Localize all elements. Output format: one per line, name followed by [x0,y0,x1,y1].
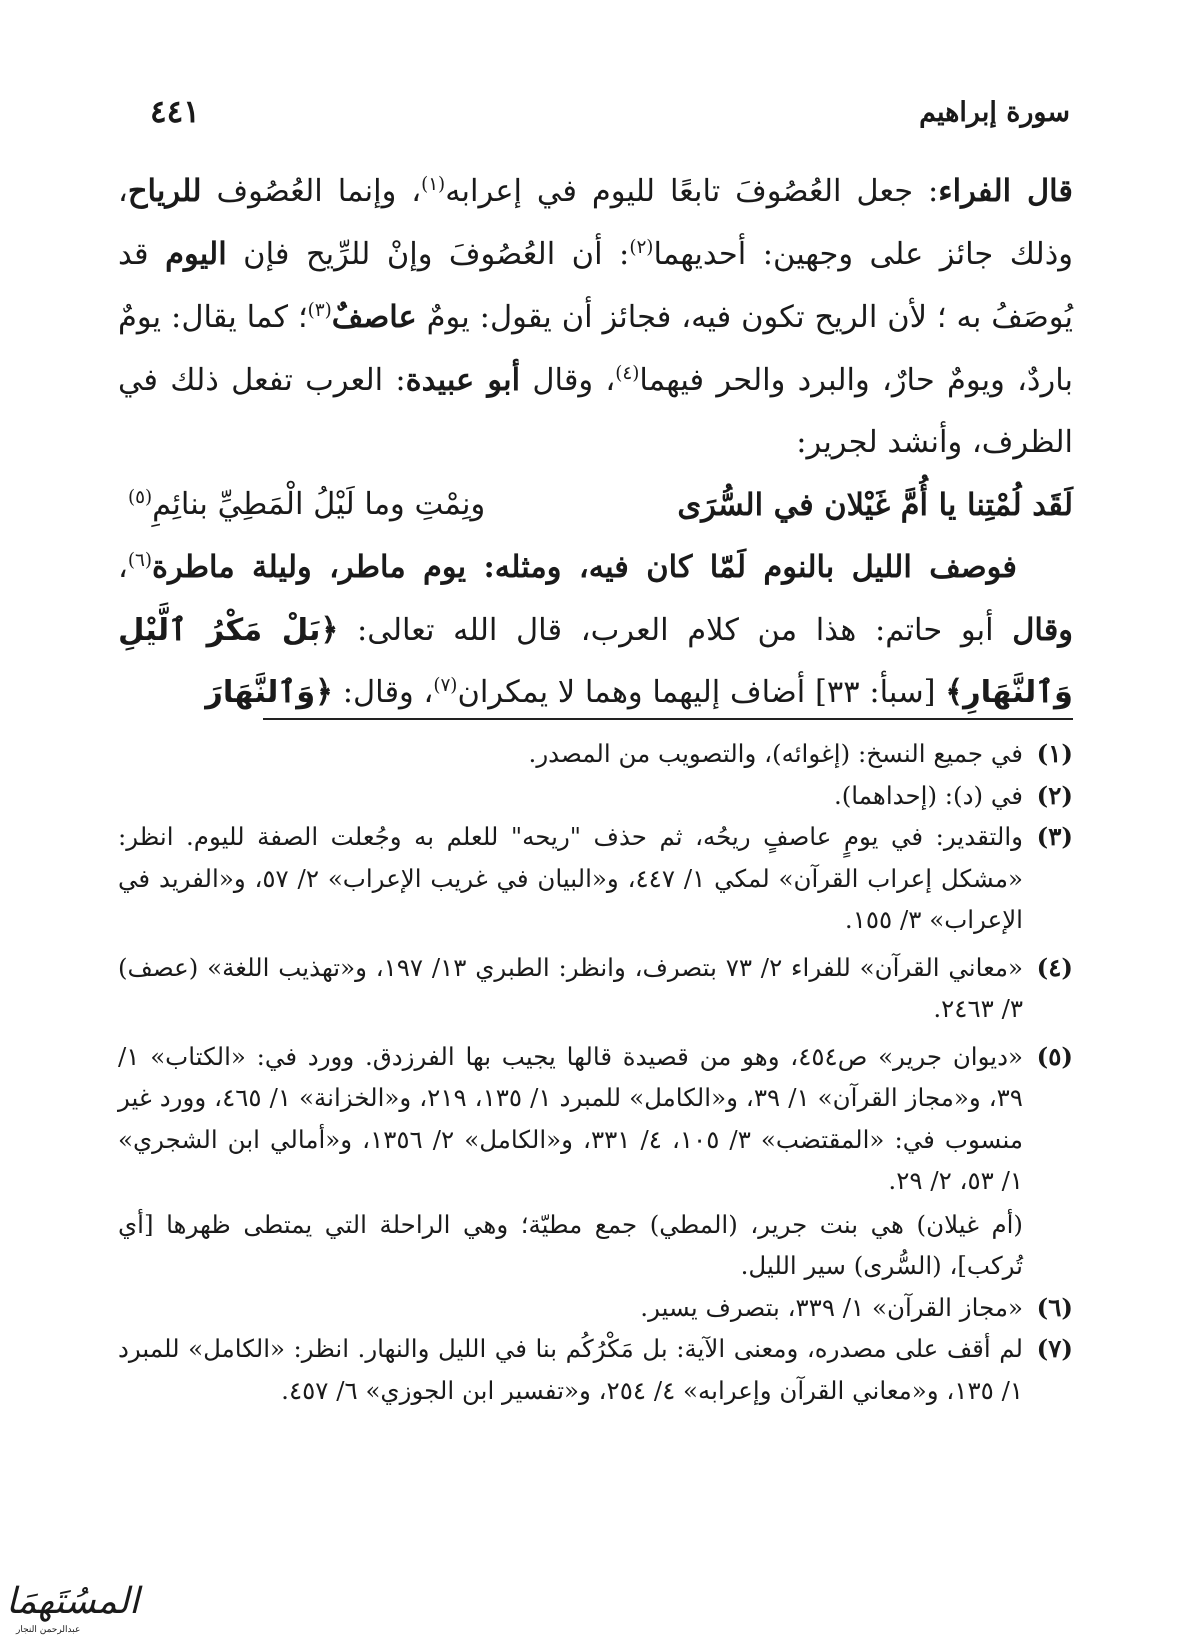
footnote-text: لم أقف على مصدره، ومعنى الآية: بل مَكْرُكُم بنا في الليل والنهار. انظر: «الكامل» للمبرد ١/ ١٣٥، و«معاني القرآن وإعرابه» ٤/ ٢٥٤، و«تفسير ابن الجوزي» ٦/ ٤٥٧. [118,1334,1023,1405]
bold-word: عاصفٌ [331,299,417,335]
paragraph-1 [118,160,1073,474]
footnote-ref: (٧) [433,674,458,696]
footnote-5-continuation: (أم غيلان) هي بنت جرير، (المطي) جمع مطيّة؛ وهي الراحلة التي يمتطى ظهرها [أي تُركب]، (السُّرى) سير الليل. [118,1209,1023,1280]
footnote-ref: (١) [421,173,446,195]
footnote-4 [118,947,1073,1030]
verse-text: ونِمْتِ وما لَيْلُ الْمَطِيِّ بنائِمِ [152,487,486,522]
footnote-1 [118,733,1073,775]
footnote-ref: (٣) [307,299,332,321]
footnote-3 [118,816,1073,941]
footnote-number: (١) [1036,739,1073,768]
text-run: ؛ كما يقال: يومٌ باردٌ، ويومٌ حارٌ، والبرد والحر فيهما [118,300,1074,398]
footnote-number: (٤) [1036,952,1073,982]
verse-second-hemistich [128,474,485,536]
footnote-number: (٦) [1036,1292,1073,1322]
footnote-number: (٢) [1036,780,1073,810]
poetry-verse [118,474,1073,536]
footnote-text: «ديوان جرير» ص٤٥٤، وهو من قصيدة قالها يجيب بها الفرزدق. وورد في: «الكتاب» ١/ ٣٩، و«مجاز القرآن» ١/ ٣٩، و«الكامل» للمبرد ١/ ١٣٥، ٢١٩، و«الخزانة» ١/ ٤٦٥، وورد غير منسوب في: «المقتضب» ٣/ ١٠٥، ٤/ ٣٣١، و«الكامل» ٢/ ١٣٥٦، و«أمالي ابن الشجري» ١/ ٥٣، ٢/ ٢٩. [118,1041,1023,1195]
footnote-text: في جميع النسخ: (إغوائه)، والتصويب من المصدر. [528,739,1023,768]
text-run: : أن العُصُوفَ وإنْ للرِّيح فإن [226,237,630,272]
footnote-ref: (٤) [615,362,640,384]
footnote-ref: (٢) [629,236,654,258]
stamp-caption: عبدالرحمن النجار [16,1625,81,1635]
speaker-name: أبو عبيدة [405,362,521,398]
footnote-7 [118,1328,1073,1411]
text-run: ، وقال: [333,675,434,710]
footnotes [118,733,1073,1411]
footnote-text: في (د): (إحداهما). [833,780,1023,810]
stamp-logo-text: المسُتَهمَا [6,1581,140,1622]
speaker-name: قال الفراء [938,173,1073,209]
bold-word: وقال [1012,612,1073,648]
footnote-6 [118,1287,1073,1329]
verse-first-hemistich: لَقَد لُمْتِنا يا أُمَّ غَيْلان في السُّرَى [677,487,1073,523]
paragraph-2 [118,536,1073,724]
page-header [150,90,1070,134]
text-run: ، وقال [520,363,616,398]
text-run: فوصف الليل بالنوم لَمّا كان فيه، ومثله: يوم ماطر، وليلة ماطرة [151,549,1017,585]
library-stamp-logo [6,1581,140,1642]
text-run: : العرب تفعل ذلك في الظرف، وأنشد لجرير: [118,363,1073,460]
footnote-separator [263,718,1073,720]
running-title: سورة إبراهيم [919,96,1070,128]
text-run: [سبأ: ٣٣] أضاف إليهما وهما لا يمكران [457,675,946,710]
footnote-text: «معاني القرآن» للفراء ٢/ ٧٣ بتصرف، وانظر: الطبري ١٣/ ١٩٧، و«تهذيب اللغة» (عصف) ٣/ ٢٤٦٣. [118,952,1024,1023]
text-run: قد يُوصَفُ به ؛ لأن الريح تكون فيه، فجائز أن يقول: يومٌ [118,237,1073,335]
bold-word: اليوم [165,236,227,272]
footnote-ref: (٦) [127,549,152,571]
text-run: : جعل العُصُوفَ تابعًا لليوم في إعرابه [445,174,939,209]
footnote-number: (٧) [1036,1334,1073,1363]
bold-word: للرياح [127,173,202,209]
page-number: ٤٤١ [150,94,200,130]
text-run: ، [118,550,128,585]
main-text [118,160,1073,724]
footnote-5 [118,1036,1073,1202]
text-run: أبو حاتم: هذا من كلام العرب، قال الله تعالى: [338,613,1013,648]
quran-verse: ﴿وَٱلنَّهَارَ [205,675,334,710]
footnote-ref: (٥) [128,486,153,508]
footnote-number: (٥) [1036,1041,1073,1071]
quran-verse: ﴿بَلْ مَكْرُ ٱلَّيْلِ وَٱلنَّهَارِ﴾ [118,613,1073,710]
footnote-2 [118,775,1073,817]
footnote-text: «مجاز القرآن» ١/ ٣٣٩، بتصرف يسير. [640,1292,1023,1322]
footnote-number: (٣) [1036,822,1073,851]
text-run: ، وإنما العُصُوف [201,174,422,209]
footnote-text: والتقدير: في يومٍ عاصفٍ ريحُه، ثم حذف "ريحه" للعلم به وجُعلت الصفة لليوم. انظر: «مشكل إعراب القرآن» لمكي ١/ ٤٤٧، و«البيان في غريب الإعراب» ٢/ ٥٧، و«الفريد في الإعراب» ٣/ ١٥٥. [118,822,1023,934]
text-run: ، وذلك جائز على وجهين: أحديهما [118,174,1074,272]
